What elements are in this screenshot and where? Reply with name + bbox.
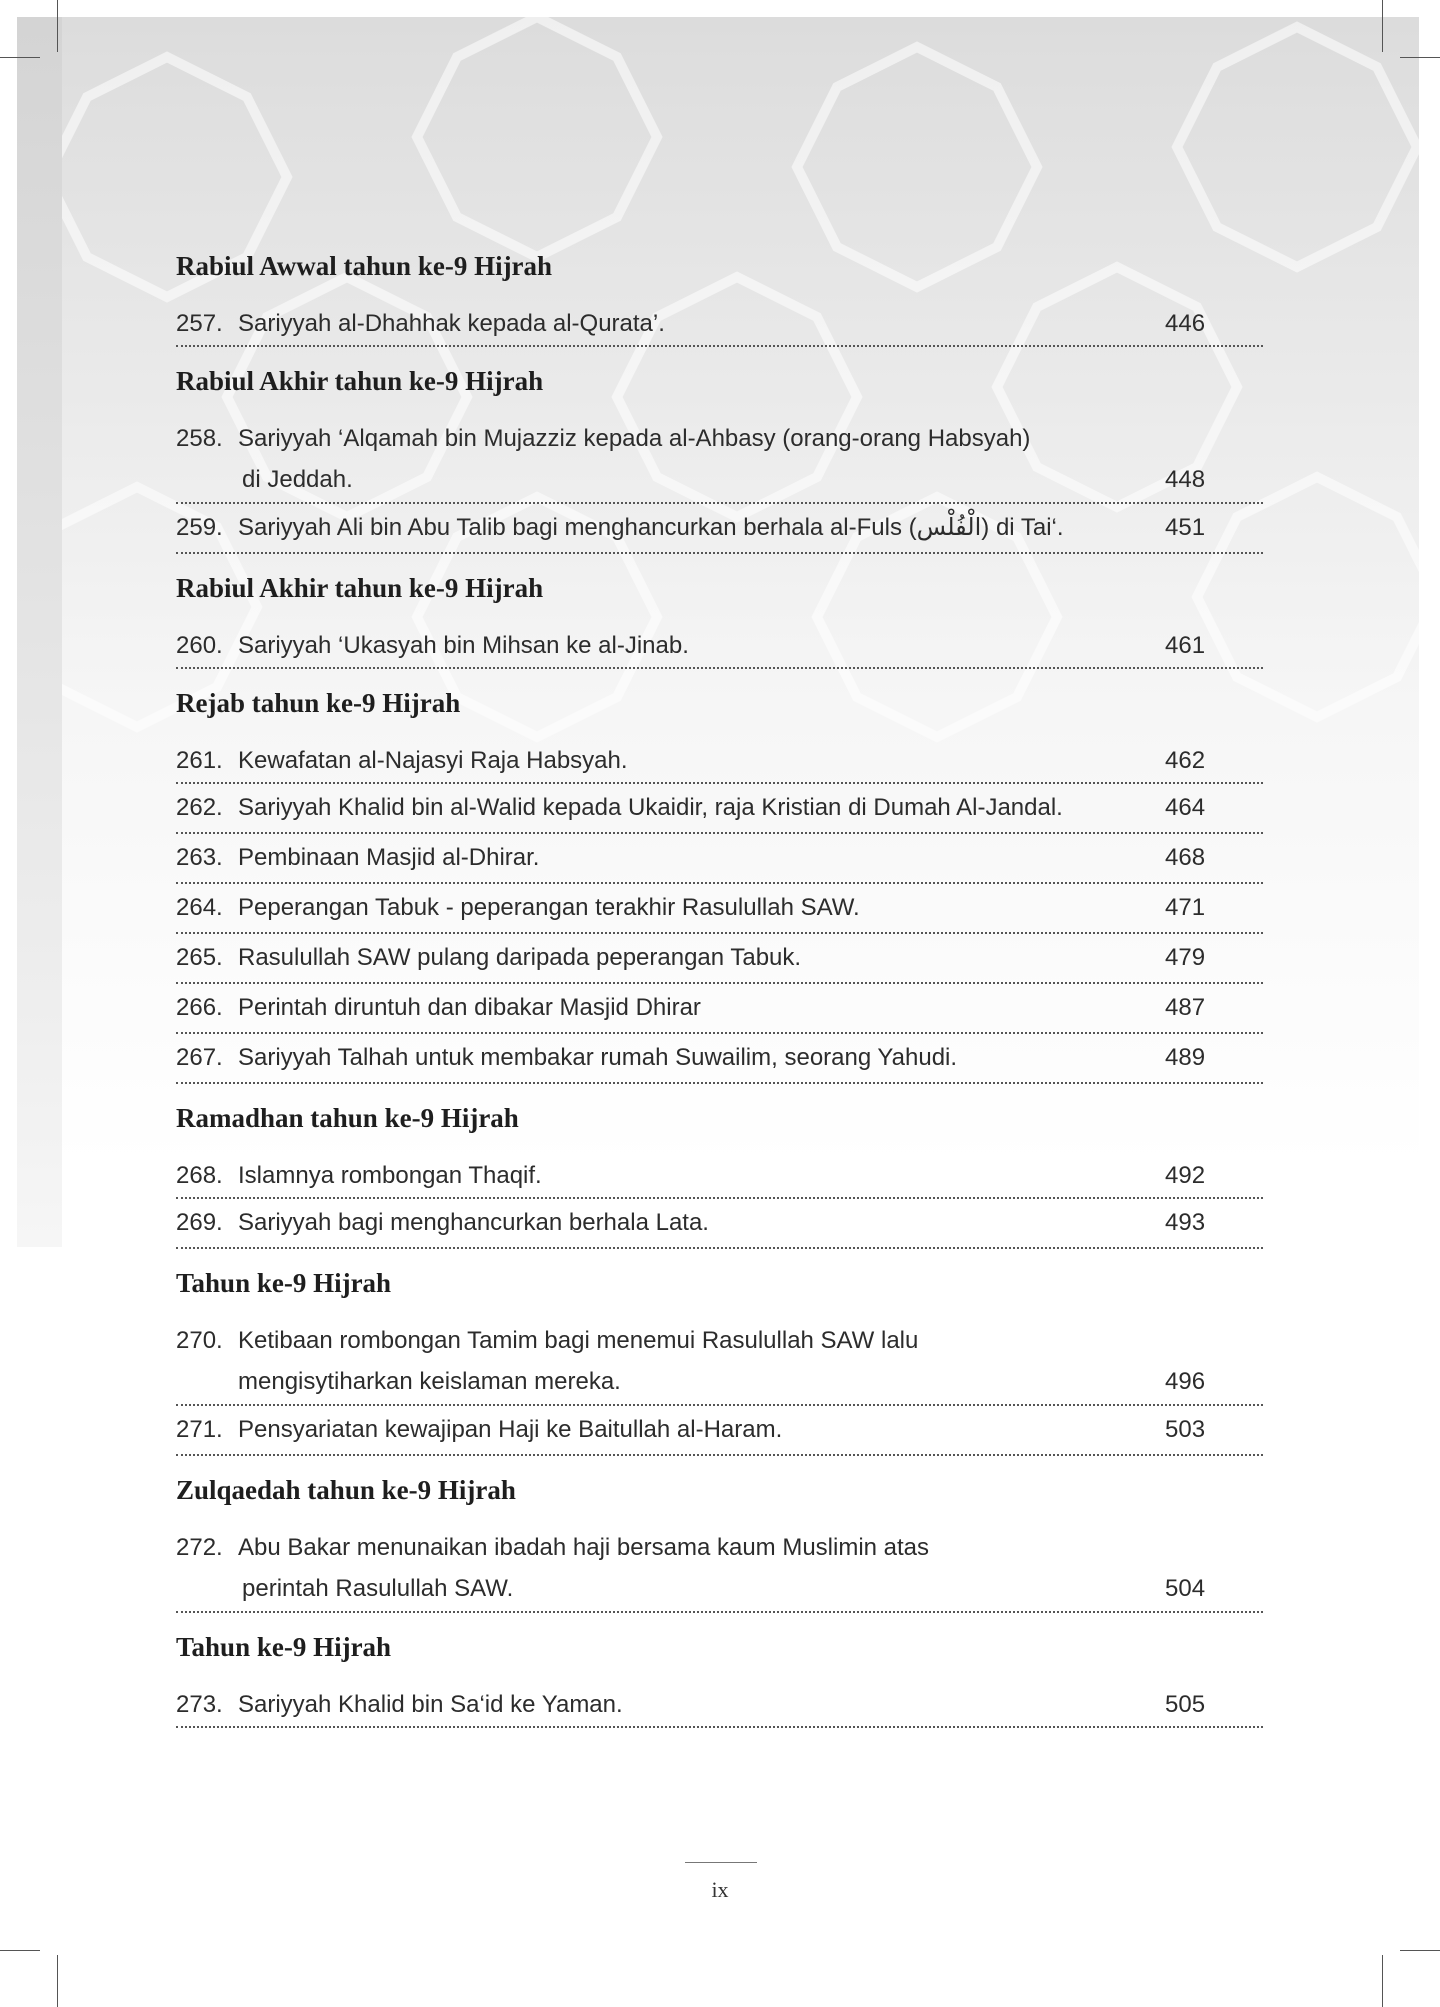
footer-rule [685,1862,757,1863]
toc-entry [176,1684,1263,1728]
entry-page: 471 [1165,894,1206,921]
entry-title: Perintah diruntuh dan dibakar Masjid Dhirar [238,994,701,1021]
entry-number: 268. [176,1162,223,1189]
toc-entry [176,418,1263,504]
toc-entry [176,1527,1263,1613]
table-of-contents [176,246,1263,1728]
entry-title: Sariyyah Talhah untuk membakar rumah Suwailim, seorang Yahudi. [238,1044,958,1071]
entry-page: 479 [1165,944,1206,971]
entry-page: 503 [1165,1416,1206,1443]
entry-number: 263. [176,844,223,871]
toc-entry [176,784,1263,834]
entry-page: 505 [1165,1691,1206,1718]
entry-title: Sariyyah al-Dhahhak kepada al-Qurata’. [238,310,665,337]
entry-number: 271. [176,1416,223,1443]
entry-number: 264. [176,894,223,921]
entry-number: 267. [176,1044,223,1071]
entry-number: 269. [176,1209,223,1236]
entry-title: Sariyyah Khalid bin Sa‘id ke Yaman. [238,1691,623,1718]
entry-title: Islamnya rombongan Thaqif. [238,1162,542,1189]
entry-page: 468 [1165,844,1206,871]
crop-mark [0,57,40,58]
section-heading: Zulqaedah tahun ke-9 Hijrah [176,1475,516,1505]
toc-entry [176,1406,1263,1456]
entry-title: Rasulullah SAW pulang daripada peperangan Tabuk. [238,944,802,971]
entry-number: 270. [176,1327,223,1354]
toc-entry [176,1155,1263,1199]
entry-title: Sariyyah Khalid bin al-Walid kepada Ukaidir, raja Kristian di Dumah Al-Jandal. [238,794,1063,821]
section-heading: Rejab tahun ke-9 Hijrah [176,688,461,718]
crop-mark [1400,1950,1440,1951]
section-heading: Tahun ke-9 Hijrah [176,1632,392,1662]
entry-number: 257. [176,310,223,337]
entry-title: Pembinaan Masjid al-Dhirar. [238,844,540,871]
entry-page: 493 [1165,1209,1206,1236]
toc-entry [176,1199,1263,1249]
crop-mark [57,0,58,52]
section-heading: Rabiul Awwal tahun ke-9 Hijrah [176,251,553,281]
toc-entry [176,303,1263,347]
section-heading: Rabiul Akhir tahun ke-9 Hijrah [176,573,544,603]
entry-title: Sariyyah bagi menghancurkan berhala Lata. [238,1209,709,1236]
entry-page: 496 [1165,1368,1206,1395]
section-heading: Ramadhan tahun ke-9 Hijrah [176,1103,519,1133]
crop-mark [1382,0,1383,52]
toc-entry [176,1034,1263,1084]
crop-mark [1400,57,1440,58]
entry-title: Peperangan Tabuk - peperangan terakhir Rasulullah SAW. [238,894,860,921]
crop-mark [1382,1955,1383,2007]
entry-page: 489 [1165,1044,1206,1071]
entry-number: 266. [176,994,223,1021]
entry-number: 262. [176,794,223,821]
section-heading: Tahun ke-9 Hijrah [176,1268,392,1298]
left-bleed-strip [17,17,62,1247]
section-heading: Rabiul Akhir tahun ke-9 Hijrah [176,366,544,396]
entry-page: 462 [1165,747,1206,774]
toc-entry [176,740,1263,784]
entry-title: Kewafatan al-Najasyi Raja Habsyah. [238,747,628,774]
entry-number: 272. [176,1534,223,1561]
toc-entry [176,1320,1263,1406]
entry-title-continued: di Jeddah. [242,466,353,493]
page-number: ix [711,1877,729,1902]
toc-entry [176,984,1263,1034]
entry-page: 448 [1165,466,1206,493]
entry-title: Sariyyah ‘Alqamah bin Mujazziz kepada al-Ahbasy (orang-orang Habsyah) [238,425,1031,452]
entry-title-continued: perintah Rasulullah SAW. [242,1575,514,1602]
entry-number: 273. [176,1691,223,1718]
entry-title-continued: mengisytiharkan keislaman mereka. [238,1368,621,1395]
crop-mark [57,1955,58,2007]
entry-page: 451 [1165,514,1206,541]
entry-title: Abu Bakar menunaikan ibadah haji bersama kaum Muslimin atas [238,1534,930,1561]
entry-title: Sariyyah Ali bin Abu Talib bagi menghancurkan berhala al-Fuls (الْفُلْس) di Tai‘. [238,514,1064,541]
entry-title: Sariyyah ‘Ukasyah bin Mihsan ke al-Jinab. [238,632,689,659]
entry-page: 446 [1165,310,1206,337]
entry-number: 261. [176,747,223,774]
entry-page: 487 [1165,994,1206,1021]
entry-number: 259. [176,514,223,541]
toc-entry [176,834,1263,884]
toc-entry [176,504,1263,554]
entry-title: Pensyariatan kewajipan Haji ke Baitullah al-Haram. [238,1416,783,1443]
crop-mark [0,1950,40,1951]
entry-page: 464 [1165,794,1206,821]
toc-entry [176,884,1263,934]
entry-number: 265. [176,944,223,971]
entry-page: 461 [1165,632,1206,659]
entry-title: Ketibaan rombongan Tamim bagi menemui Rasulullah SAW lalu [238,1327,919,1354]
entry-page: 504 [1165,1575,1206,1602]
entry-number: 260. [176,632,223,659]
toc-entry [176,934,1263,984]
entry-page: 492 [1165,1162,1206,1189]
entry-number: 258. [176,425,223,452]
toc-entry [176,625,1263,669]
